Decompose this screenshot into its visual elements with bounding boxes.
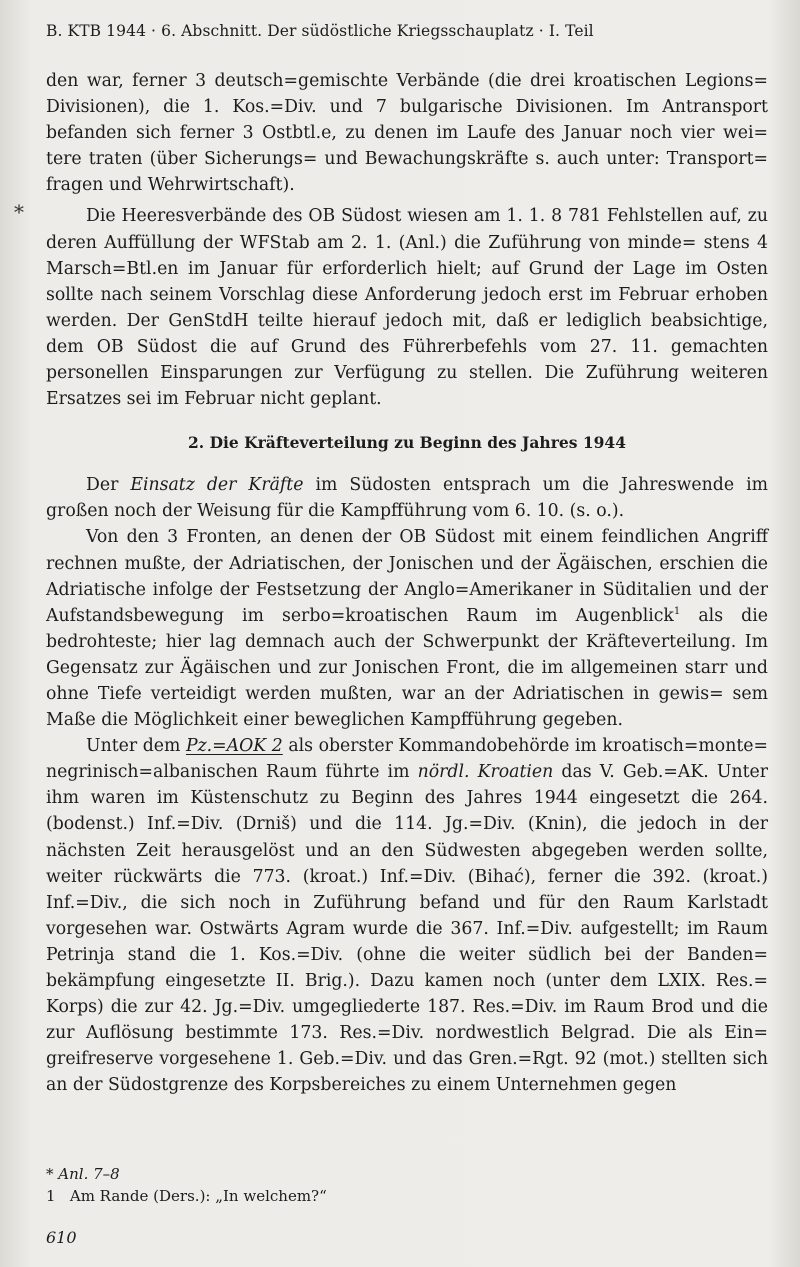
paragraph-5-text-c: das V. Geb.=AK. Unter ihm waren im Küstenschutz zu Beginn des Jahres 1944 eingesetzt die 264. (bodenst.) Inf.=Div. (Drniš) und die 114. Jg.=Div. (Knin), die jedoch in der nächsten Zeit herausgelöst und an den Südwesten abgegeben werden sollte, weiter rückwärts die 773. (kroat.) Inf.=Div. (Bihać), ferner die 392. (kroat.) Inf.=Div., die sich noch in Zuführung befand und für den Raum Karlstadt vorgesehen war. Ostwärts Agram wurde die 367. Inf.=Div. aufgestellt; im Raum Petrinja stand die 1. Kos.=Div. (ohne die weiter südlich bei der Banden= bekämpfung eingesetzte II. Brig.). Dazu kamen noch (unter dem LXIX. Res.= Korps) die zur 42. Jg.=Div. umgegliederte 187. Res.=Div. im Raum Brod und die zur Auflösung bestimmte 173. Res.=Div. nordwestlich Belgrad. Die als Ein= greifreserve vorgesehene 1. Geb.=Div. und das Gren.=Rgt. 92 (mot.) stellten sich an der Südostgrenze des Korpsbereiches zu einem Unternehmen gegen bbox=[46, 762, 769, 1096]
paragraph-4-text-b: als die bedrohteste; hier lag demnach auch der Schwerpunkt der Kräfteverteilung. Im Gegensatz zur Ägäischen und zur Jonischen Front, die im allgemeinen starr und ohne Tiefe verteidigt werden mußten, war an der Adriatischen in gewis= sem Maße die Möglichkeit einer beweglichen Kampfführung gegeben. bbox=[46, 605, 768, 731]
footnote-star bbox=[46, 1163, 768, 1185]
paragraph-4 bbox=[46, 524, 768, 733]
paragraph-5-emphasis-2: nördl. Kroatien bbox=[417, 762, 554, 783]
paragraph-3 bbox=[46, 472, 768, 524]
footnotes bbox=[46, 1163, 768, 1207]
paragraph-5-text-a: Unter dem bbox=[86, 736, 186, 757]
footnote-star-text: Anl. 7–8 bbox=[58, 1165, 120, 1183]
paragraph-5-text-b: als oberster Kommandobehörde im kroatisch=monte= negrinisch=albanischen Raum führte im bbox=[46, 736, 768, 783]
paragraph-3-emphasis: Einsatz der Kräfte bbox=[130, 475, 304, 496]
running-head: B. KTB 1944 · 6. Abschnitt. Der südöstliche Kriegsschauplatz · I. Teil bbox=[46, 22, 594, 40]
body-text bbox=[46, 68, 768, 1098]
footnote-ref-1: 1 bbox=[673, 605, 681, 617]
footnote-1-text: Am Rande (Ders.): „In welchem?“ bbox=[69, 1187, 327, 1205]
paragraph-3-text-b: im Südosten entsprach um die Jahreswende im großen noch der Weisung für die Kampfführung vom 6. 10. (s. o.). bbox=[46, 475, 768, 522]
margin-asterisk: * bbox=[14, 200, 24, 224]
paragraph-3-text-a: Der bbox=[86, 475, 131, 496]
footnote-star-mark: * bbox=[46, 1165, 59, 1183]
paragraph-4-text-a: Von den 3 Fronten, an denen der OB Südost mit einem feindlichen Angriff rechnen mußte, der Adriatischen, der Jonischen und der Ägäischen, erschien die Adriatische infolge der Festsetzung der Anglo=Amerikaner in Süditalien und der Aufstandsbewegung im serbo=kroatischen Raum im Augenblick bbox=[46, 527, 768, 626]
footnote-1-mark: 1 bbox=[46, 1187, 56, 1205]
footnote-1 bbox=[46, 1185, 768, 1207]
paragraph-5 bbox=[46, 733, 768, 1098]
page-number: 610 bbox=[46, 1228, 77, 1247]
paragraph-1: den war, ferner 3 deutsch=gemischte Verbände (die drei kroatischen Legions= Divisionen), die 1. Kos.=Div. und 7 bulgarische Divisionen. Im Antransport befanden sich ferner 3 Ostbtl.e, zu denen im Laufe des Januar noch vier wei= tere traten (über Sicherungs= und Bewachungskräfte s. auch unter: Transport= fragen und Wehrwirtschaft). bbox=[46, 71, 768, 196]
section-heading: 2. Die Kräfteverteilung zu Beginn des Jahres 1944 bbox=[188, 433, 626, 453]
paragraph-2: Die Heeresverbände des OB Südost wiesen am 1. 1. 8 781 Fehlstellen auf, zu deren Auffüllung der WFStab am 2. 1. (Anl.) die Zuführung von minde= stens 4 Marsch=Btl.en im Januar für erforderlich hielt; auf Grund der Lage im Osten sollte nach seinem Vorschlag diese Anforderung jedoch erst im Februar erhoben werden. Der GenStdH teilte hierauf jedoch mit, daß er lediglich beabsichtige, dem OB Südost die auf Grund des Führerbefehls vom 27. 11. gemachten personellen Einsparungen zur Verfügung zu stellen. Die Zuführung weiteren Ersatzes sei im Februar nicht geplant. bbox=[46, 206, 768, 410]
paragraph-5-emphasis-1: Pz.=AOK 2 bbox=[185, 736, 283, 757]
